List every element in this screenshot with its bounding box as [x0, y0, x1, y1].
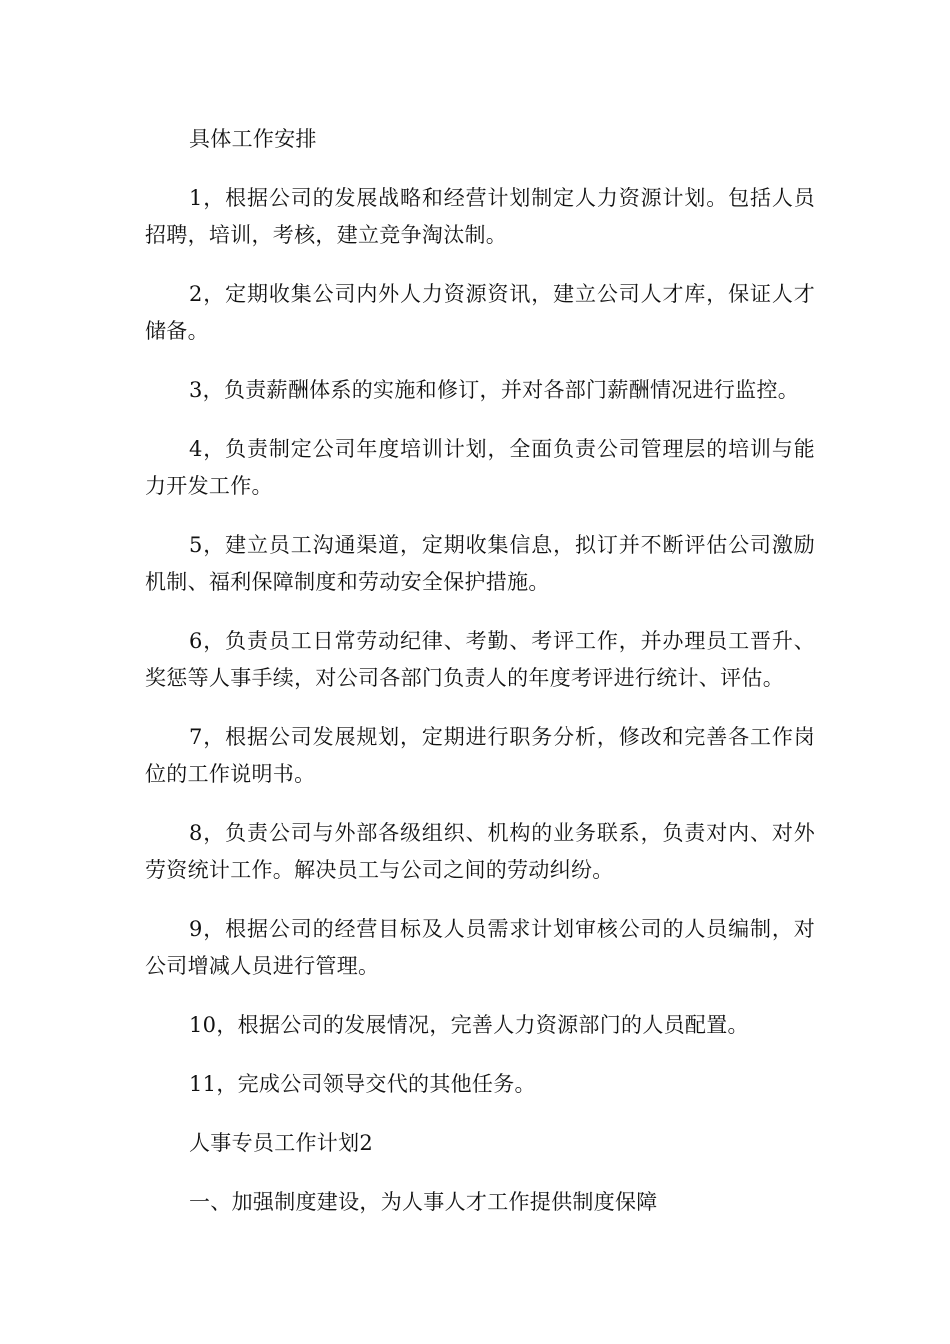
paragraph-item-10: 10，根据公司的发展情况，完善人力资源部门的人员配置。: [189, 1013, 749, 1037]
paragraph-item-6: 6，负责员工日常劳动纪律、考勤、考评工作，并办理员工晋升、奖惩等人事手续，对公司各部门负责人的年度考评进行统计、评估。: [145, 629, 815, 690]
paragraph-item-4: 4，负责制定公司年度培训计划，全面负责公司管理层的培训与能力开发工作。: [145, 437, 815, 498]
paragraph-item-1: 1，根据公司的发展战略和经营计划制定人力资源计划。包括人员招聘，培训，考核，建立竞争淘汰制。: [145, 186, 815, 247]
paragraph-item-2: 2，定期收集公司内外人力资源资讯，建立公司人才库，保证人才储备。: [145, 282, 815, 343]
paragraph-item-7: 7，根据公司发展规划，定期进行职务分析，修改和完善各工作岗位的工作说明书。: [145, 725, 815, 786]
paragraph-item-9: 9，根据公司的经营目标及人员需求计划审核公司的人员编制，对公司增减人员进行管理。: [145, 917, 815, 978]
document-body: [145, 121, 815, 1243]
paragraph-item-3: 3，负责薪酬体系的实施和修订，并对各部门薪酬情况进行监控。: [189, 378, 800, 402]
section-heading: 具体工作安排: [189, 127, 317, 151]
section-title-plan-2: 人事专员工作计划2: [189, 1131, 374, 1155]
subsection-heading-1: 一、加强制度建设，为人事人才工作提供制度保障: [189, 1190, 658, 1214]
paragraph-item-5: 5，建立员工沟通渠道，定期收集信息，拟订并不断评估公司激励机制、福利保障制度和劳动安全保护措施。: [145, 533, 815, 594]
paragraph-item-11: 11，完成公司领导交代的其他任务。: [189, 1072, 536, 1096]
paragraph-item-8: 8，负责公司与外部各级组织、机构的业务联系，负责对内、对外劳资统计工作。解决员工与公司之间的劳动纠纷。: [145, 821, 815, 882]
